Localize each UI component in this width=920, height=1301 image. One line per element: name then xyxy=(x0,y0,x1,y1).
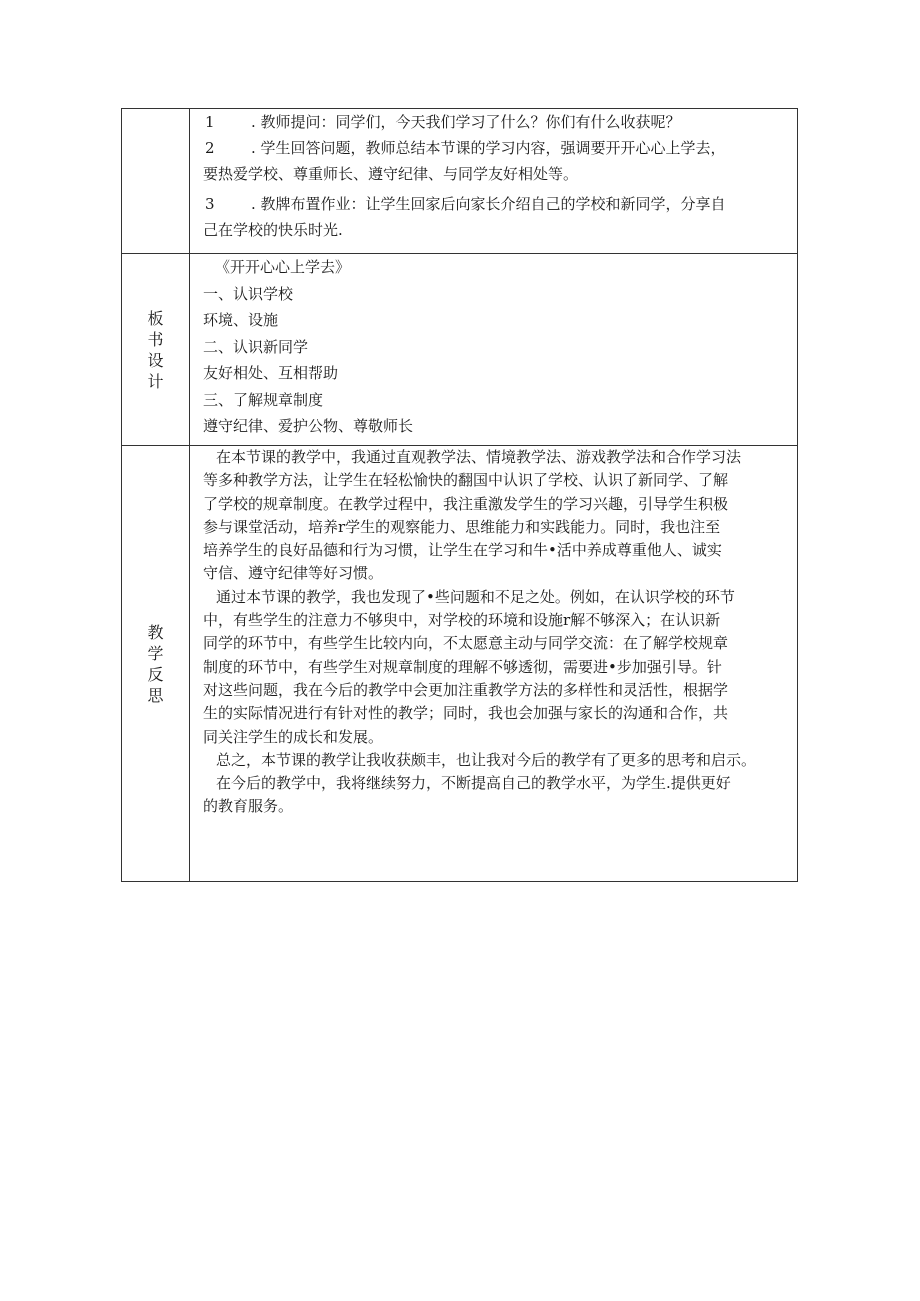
reflection-content-cell xyxy=(190,446,798,882)
board-design-content-cell xyxy=(190,254,798,446)
reflection-line: 同学的环节中，有些学生比较内向，不太愿意主动与同学交流：在了解学校规章 xyxy=(203,634,729,653)
item-text: . 教牌布置作业：让学生回家后向家长介绍自己的学校和新同学，分享自 xyxy=(251,195,726,213)
item-number: 2 xyxy=(205,139,215,157)
item-number: 1 xyxy=(205,113,215,131)
board-line: 环境、设施 xyxy=(203,311,279,329)
reflection-line: 等多种教学方法，让学生在轻松愉快的翻国中认识了学校、认识了新同学、了解 xyxy=(203,471,729,490)
board-title: 《开开心心上学去》 xyxy=(215,258,351,276)
reflection-line: 生的实际情况进行有针对性的教学；同时，我也会加强与家长的沟通和合作，共 xyxy=(203,704,729,723)
board-line: 友好相处、互相帮助 xyxy=(203,364,339,382)
lesson-plan-table xyxy=(121,108,798,882)
reflection-line: 中，有些学生的注意力不够臾中，对学校的环境和设施r解不够深入；在认识新 xyxy=(203,611,721,630)
board-line: 三、了解规章制度 xyxy=(203,390,324,409)
closing-label-cell xyxy=(122,109,190,254)
closing-item-2 xyxy=(203,135,793,161)
reflection-line: 在本节课的教学中，我通过直观教学法、情境教学法、游戏教学法和合作学习法 xyxy=(216,448,742,466)
item-number: 3 xyxy=(205,195,215,213)
closing-item-3-cont: 己在学校的快乐时光. xyxy=(203,221,343,239)
reflection-line: 同关注学生的成长和发展。 xyxy=(203,727,384,746)
reflection-line: 了学校的规章制度。在教学过程中，我注重激发学生的学习兴趣，引导学生积极 xyxy=(203,494,729,513)
closing-row xyxy=(122,109,798,254)
reflection-label: 教学反思 xyxy=(147,622,164,705)
item-text: . 学生回答问题，教师总结本节课的学习内容，强调要开开心心上学去， xyxy=(251,139,726,157)
closing-content-cell xyxy=(190,109,798,254)
reflection-line: 参与课堂活动，培养r学生的观察能力、思维能力和实践能力。同时，我也注至 xyxy=(203,517,721,536)
board-design-label: 板书设计 xyxy=(147,308,164,391)
board-line: 遵守纪律、爱护公物、尊敬师长 xyxy=(203,417,414,435)
board-design-row xyxy=(122,254,798,446)
reflection-line: 制度的环节中，有些学生对规章制度的理解不够透彻，需要进•步加强引导。针 xyxy=(203,657,722,676)
board-line: 一、认识学校 xyxy=(203,284,294,303)
reflection-line: 守信、遵守纪律等好习惯。 xyxy=(203,564,384,583)
board-line: 二、认识新同学 xyxy=(203,337,309,356)
reflection-line: 对这些问题，我在今后的教学中会更加注重教学方法的多样性和灵活性，根据学 xyxy=(203,680,729,699)
reflection-row xyxy=(122,446,798,882)
reflection-line: 培养学生的良好品德和行为习惯，让学生在学习和牛•活中养成尊重他人、诚实 xyxy=(203,541,722,560)
closing-item-3 xyxy=(203,191,793,217)
reflection-line: 在今后的教学中，我将继续努力，不断提高自己的教学水平，为学生.提供更好 xyxy=(216,774,731,793)
item-text: . 教师提问：同学们，今天我们学习了什么？你们有什么收获呢？ xyxy=(251,113,681,131)
reflection-line: 总之，本节课的教学让我收获颇丰，也让我对今后的教学有了更多的思考和启示。 xyxy=(216,750,757,769)
closing-item-2-cont: 要热爱学校、尊重师长、遵守纪律、与同学友好相处等。 xyxy=(203,165,579,183)
board-design-label-cell xyxy=(122,254,190,446)
reflection-line: 通过本节课的教学，我也发现了•些问题和不足之处。例如，在认识学校的环节 xyxy=(216,587,735,606)
reflection-line: 的教育服务。 xyxy=(203,797,294,816)
reflection-label-cell xyxy=(122,446,190,882)
closing-item-1 xyxy=(203,109,793,135)
